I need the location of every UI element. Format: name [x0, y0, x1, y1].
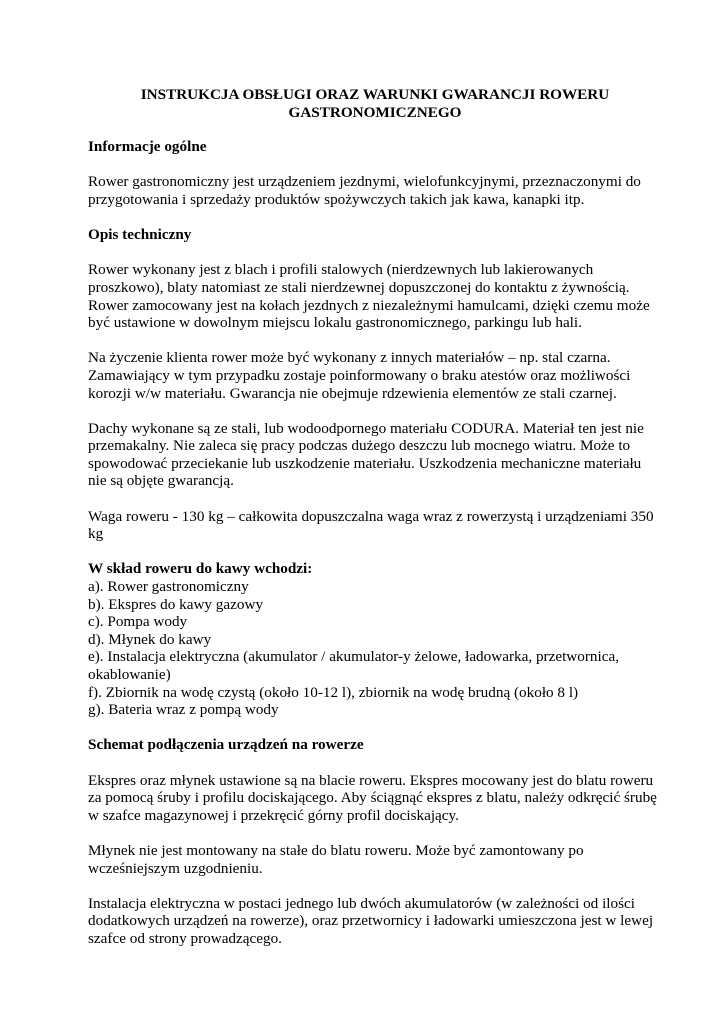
- text-line: Waga roweru - 130 kg – całkowita dopuszczalna waga wraz z rowerzystą i urządzeniami 350: [88, 507, 654, 525]
- text-line: Instalacja elektryczna w postaci jednego lub dwóch akumulatorów (w zależności od ilości: [88, 894, 635, 912]
- text-line: Ekspres oraz młynek ustawione są na blacie roweru. Ekspres mocowany jest do blatu roweru: [88, 771, 654, 789]
- list-item: a). Rower gastronomiczny: [88, 578, 249, 596]
- text-line: Rower gastronomiczny jest urządzeniem jezdnymi, wielofunkcyjnymi, przeznaczonymi do: [88, 173, 641, 191]
- general-info-paragraph: [88, 173, 662, 208]
- document-page: [88, 86, 662, 948]
- text-line: nie są objęte gwarancją.: [88, 472, 234, 490]
- list-item: b). Ekspres do kawy gazowy: [88, 595, 264, 613]
- text-line: być ustawione w dowolnym miejscu lokalu gastronomicznego, parkingu lub hali.: [88, 314, 582, 332]
- tech-paragraph-3: [88, 420, 662, 490]
- text-line: Rower zamocowany jest na kołach jezdnych z niezależnymi hamulcami, dzięki czemu może: [88, 296, 650, 314]
- bike-set-heading: W skład roweru do kawy wchodzi:: [88, 560, 313, 578]
- text-line: dodatkowych urządzeń na rowerze), oraz przetwornicy i ładowarki umieszczona jest w lewej: [88, 912, 654, 930]
- scheme-paragraph-2: [88, 842, 662, 877]
- scheme-paragraph-1: [88, 772, 662, 825]
- list-item: f). Zbiornik na wodę czystą (około 10-12 l), zbiornik na wodę brudną (około 8 l): [88, 683, 579, 701]
- tech-paragraph-2: [88, 349, 662, 402]
- bike-set-list: [88, 578, 662, 719]
- title-line-1: INSTRUKCJA OBSŁUGI ORAZ WARUNKI GWARANCJI ROWERU: [140, 86, 610, 103]
- tech-description-heading: Opis techniczny: [88, 226, 192, 244]
- list-item: okablowanie): [88, 666, 171, 683]
- text-line: wcześniejszym uzgodnieniu.: [88, 859, 263, 877]
- text-line: Młynek nie jest montowany na stałe do blatu roweru. Może być zamontowany po: [88, 841, 584, 859]
- list-item: d). Młynek do kawy: [88, 630, 212, 648]
- text-line: przygotowania i sprzedaży produktów spożywczych takich jak kawa, kanapki itp.: [88, 190, 585, 208]
- text-line: za pomocą śruby i profilu dociskającego. Aby ściągnąć ekspres z blatu, należy odkręcić śrubę: [88, 789, 657, 807]
- text-line: szafce od strony prowadzącego.: [88, 929, 282, 947]
- tech-paragraph-weight: [88, 508, 662, 543]
- list-item: c). Pompa wody: [88, 613, 188, 631]
- title-line-2: GASTRONOMICZNEGO: [288, 103, 462, 121]
- scheme-paragraph-3: [88, 895, 662, 948]
- list-item: g). Bateria wraz z pompą wody: [88, 701, 279, 719]
- text-line: kg: [88, 525, 104, 543]
- tech-paragraph-1: [88, 261, 662, 331]
- text-line: przemakalny. Nie zaleca się pracy podczas dużego deszczu lub mocnego wiatru. Może to: [88, 437, 631, 455]
- document-title: [88, 86, 662, 121]
- list-item: e). Instalacja elektryczna (akumulator / akumulator-y żelowe, ładowarka, przetwornica,: [88, 648, 620, 666]
- text-line: proszkowo), blaty natomiast ze stali nierdzewnej dopuszczonej do kontaktu z żywnością.: [88, 278, 630, 296]
- text-line: korozji w/w materiału. Gwarancja nie obejmuje rdzewienia elementów ze stali czarnej.: [88, 384, 617, 402]
- text-line: Dachy wykonane są ze stali, lub wodoodpornego materiału CODURA. Materiał ten jest nie: [88, 419, 644, 437]
- connection-scheme-heading: Schemat podłączenia urządzeń na rowerze: [88, 736, 364, 754]
- text-line: Na życzenie klienta rower może być wykonany z innych materiałów – np. stal czarna.: [88, 349, 611, 367]
- general-info-heading: Informacje ogólne: [88, 138, 207, 156]
- text-line: Zamawiający w tym przypadku zostaje poinformowany o braku atestów oraz możliwości: [88, 366, 631, 384]
- text-line: Rower wykonany jest z blach i profili stalowych (nierdzewnych lub lakierowanych: [88, 261, 594, 279]
- text-line: spowodować przeciekanie lub uszkodzenie materiału. Uszkodzenia mechaniczne materiału: [88, 454, 642, 472]
- text-line: w szafce magazynowej i przekręcić górny profil dociskający.: [88, 806, 459, 824]
